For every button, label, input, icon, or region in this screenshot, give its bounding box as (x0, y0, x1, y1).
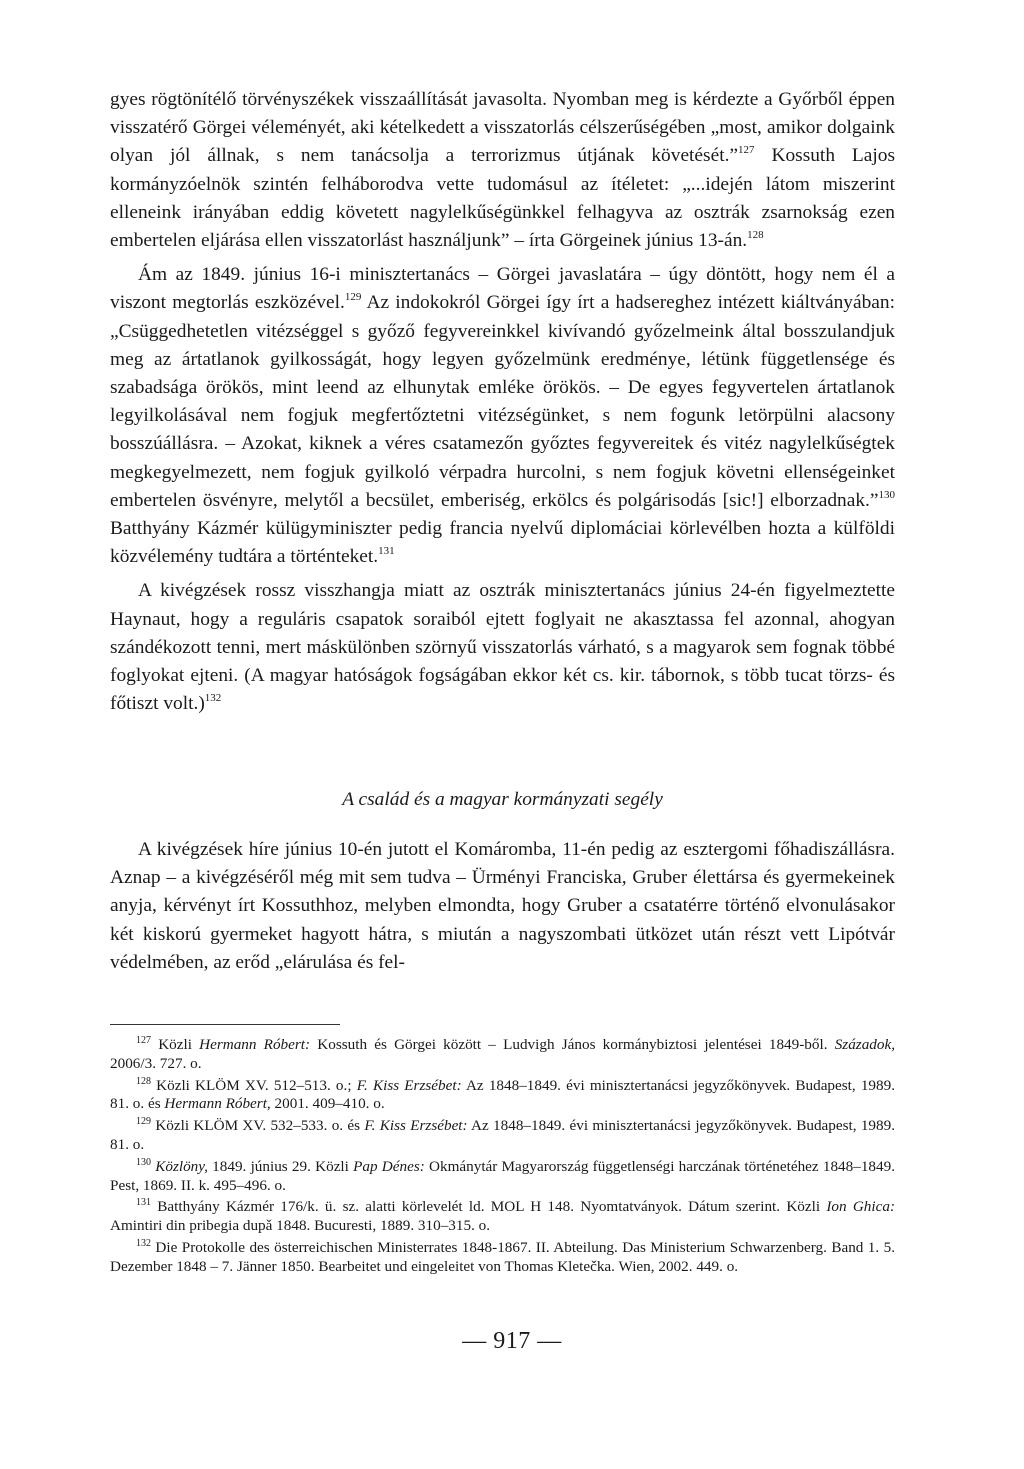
footnote (110, 1158, 895, 1196)
text-run: Amintiri din pribegia dupǎ 1848. Bucuresti, 1889. 310–315. o. (110, 1217, 491, 1235)
text-run: Közli KLÖM XV. 512–513. o.; (156, 1076, 357, 1094)
footnote (110, 1117, 895, 1155)
text-run: Batthyány Kázmér külügyminiszter pedig francia nyelvű diplomáciai körlevélben hozta a külföldi közvélemény tudtára a történteket. (110, 518, 895, 568)
section-heading: A család és a magyar kormányzati segély (342, 789, 663, 810)
footnote (110, 1239, 895, 1277)
paragraph (110, 86, 895, 255)
text-run: Közli (158, 1036, 200, 1053)
text-run: Az indokokról Görgei így írt a hadsereghez intézett kiáltványában: „Csüggedhetetlen vitézséggel s győző fegyvereinkkel kivívandó győzelmeink által bosszulandjuk meg az ártatlanok gyilkosságát, hogy legyen győzelmünk eredménye, létünk függetlensége és szabadsága örökös, mint leend az elhunytak emléke örökös. – De egyes fegyvertelen ártatlanok legyilkolásával nem fogjuk megfertőztetni vitézségünket, s nem fogunk letörpülni alacsony bosszúállásra. – Azokat, kiknek a véres csatamezőn győztes fegyvereitek és vitéz nagylelkűségtek megkegyelmezett, nem fogjuk gyilkoló vérpadra hurcolni, s nem fogjuk követni ellenségeinket embertelen ösvényre, melytől a becsület, emberiség, erkölcs és polgárisodás [sic!] elborzadnak.” (110, 292, 895, 511)
footnotes (110, 1036, 895, 1280)
footnote-number: 128 (136, 1075, 151, 1087)
text-run: 2001. 409–410. o. (270, 1095, 385, 1113)
paragraph (110, 261, 895, 571)
text-run: A kivégzések rossz visszhangja miatt az osztrák minisztertanács június 24-én figyelmeztette Haynaut, hogy a reguláris csapatok soraiból ejtett foglyait ne akasztassa fel azonnal, ahogyan szándékozott tenni, mert máskülönben szörnyű visszatorlás várható, s a magyarok sem fognak többé foglyokat ejteni. (A magyar hatóságok fogságában ekkor két cs. kir. tábornok, s több tucat törzs- és főtiszt volt.) (110, 580, 895, 715)
footnote-ref: 128 (747, 229, 764, 242)
footnote (110, 1198, 895, 1236)
italic-text: Hermann Róbert, (164, 1095, 271, 1113)
italic-text: Ion Ghica: (826, 1198, 896, 1216)
text-run: Ám az 1849. június 16-i minisztertanács – Görgei javaslatára – úgy döntött, hogy nem él a viszont megtorlás eszközével. (110, 264, 895, 314)
paragraph (110, 836, 895, 977)
italic-text: F. Kiss Erzsébet: (356, 1076, 462, 1094)
text-run: 2006/3. 727. o. (110, 1054, 202, 1072)
footnote-number: 130 (136, 1156, 151, 1168)
footnote-ref: 130 (878, 488, 895, 501)
footnote (110, 1036, 895, 1074)
text-run: gyes rögtönítélő törvényszékek visszaállítását javasolta. Nyomban meg is kérdezte a Győrből éppen visszatérő Görgei véleményét, aki kételkedett a visszatorlás célszerűségében „most, amikor dolgaink olyan jól állnak, s nem tanácsolja a terrorizmus útjának követését.” (110, 89, 895, 167)
italic-text: Századok, (834, 1036, 896, 1053)
italic-text: Közlöny, (155, 1157, 208, 1175)
page-number: — 917 — (462, 1328, 562, 1354)
footnote-number: 132 (136, 1237, 151, 1249)
footnote-ref: 131 (378, 545, 395, 558)
footnote-number: 129 (136, 1116, 151, 1128)
footnote-number: 131 (136, 1197, 151, 1209)
footnote (110, 1077, 895, 1115)
text-run: Die Protokolle des österreichischen Ministerrates 1848-1867. II. Abteilung. Das Ministerium Schwarzenberg. Band 1. 5. Dezember 1848 – 7. Jänner 1850. Bearbeitet und eingeleitet von Thomas Kletečka. Wien, 2002. 449. o. (110, 1238, 895, 1275)
paragraph (110, 577, 895, 718)
footnote-rule (110, 1024, 340, 1025)
footnote-ref: 132 (204, 692, 222, 705)
text-run: 1849. június 29. Közli (207, 1157, 354, 1175)
footnote-ref: 129 (344, 291, 362, 304)
footnote-number: 127 (136, 1035, 151, 1046)
text-run: Kossuth Lajos kormányzóelnök szintén felháborodva vette tudomásul az ítéletet: „...idején látom miszerint elleneink irányában eddig követett nagylelkűségünkkel felhagyva az osztrák zsarnokság ezen embertelen eljárása ellen visszatorlást használjunk” – írta Görgeinek június 13-án. (110, 145, 895, 252)
italic-text: Hermann Róbert: (199, 1036, 311, 1053)
text-run: Kossuth és Görgei között – Ludvigh János kormánybiztosi jelentései 1849-ből. (310, 1036, 835, 1053)
text-run: Közli KLÖM XV. 532–533. o. és (155, 1117, 365, 1135)
footnote-ref: 127 (738, 144, 755, 157)
body-text (110, 86, 895, 718)
text-run: Az 1848–1849. évi minisztertanácsi jegyzőkönyvek. Budapest, 1989. 81. o. (110, 1117, 896, 1153)
text-run: Okmánytár Magyarország függetlenségi harczának történetéhez 1848–1849. Pest, 1869. II. k. 495–496. o. (110, 1157, 895, 1194)
text-run: Az 1848–1849. évi minisztertanácsi jegyzőkönyvek. Budapest, 1989. 81. o. és (110, 1076, 896, 1113)
body-text-continued (110, 836, 895, 977)
text-run: Batthyány Kázmér 176/k. ü. sz. alatti körlevelét ld. MOL H 148. Nyomtatványok. Dátum szerint. Közli (157, 1198, 827, 1216)
italic-text: Pap Dénes: (353, 1157, 425, 1175)
italic-text: F. Kiss Erzsébet: (364, 1117, 468, 1135)
text-run: A kivégzések híre június 10-én jutott el Komáromba, 11-én pedig az esztergomi főhadiszállásra. Aznap – a kivégzéséről még mit sem tudva – Ürményi Franciska, Gruber élettársa és gyermekeinek anyja, kérvényt írt Kossuthhoz, melyben elmondta, hogy Gruber a csatatérre történő elvonulásakor két kiskorú gyermeket hagyott hátra, s miután a nagyszombati ütközet után részt vett Lipótvár védelmében, az erőd „elárulása és fel- (110, 839, 895, 973)
